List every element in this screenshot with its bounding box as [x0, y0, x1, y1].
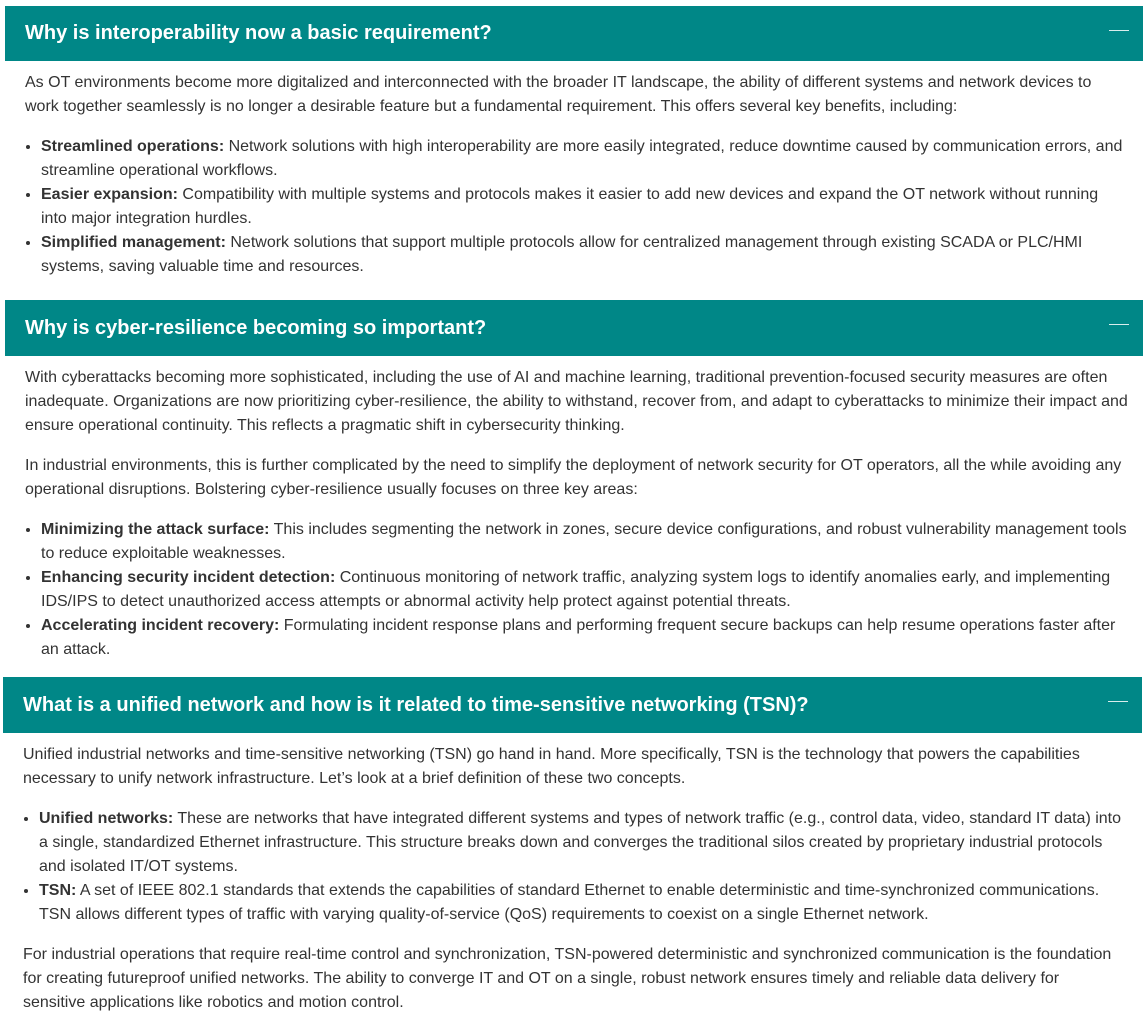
list-item: • Unified networks: These are networks that have integrated different systems and types of network traffic (e.g., control data, video, standard IT data) into a single, standardized Ethernet infrastructure. This structure breaks down and converges the traditional silos created by proprietary industrial protocols and isolated IT/OT systems.	[39, 807, 1121, 879]
paragraph: As OT environments become more digitalized and interconnected with the broader IT landscape, the ability of different systems and network devices to work together seamlessly is no longer a desirable feature but a fundamental requirement. This offers several key benefits, including:	[25, 74, 1092, 115]
minus-icon[interactable]	[1109, 324, 1129, 325]
accordion-panel-unified-network	[23, 743, 1121, 1015]
list-item: • Simplified management: Network solutions that support multiple protocols allow for centralized management through existing SCADA or PLC/HMI systems, saving valuable time and resources.	[41, 231, 1125, 279]
accordion-title: Why is cyber-resilience becoming so important?	[25, 316, 487, 339]
bullet-list	[25, 135, 1125, 279]
list-item: • Streamlined operations: Network solutions with high interoperability are more easily integrated, reduce downtime caused by communication errors, and streamline operational workflows.	[41, 135, 1125, 183]
paragraph: For industrial operations that require real-time control and synchronization, TSN-powered deterministic and synchronized communication is the foundation for creating futureproof unified networks. The ability to converge IT and OT on a single, robust network ensures timely and reliable data delivery for sensitive applications like robotics and motion control.	[23, 946, 1112, 1011]
accordion-title: What is a unified network and how is it related to time-sensitive networking (TSN)?	[23, 693, 809, 716]
minus-icon[interactable]	[1109, 30, 1129, 31]
paragraph: Unified industrial networks and time-sensitive networking (TSN) go hand in hand. More specifically, TSN is the technology that powers the capabilities necessary to unify network infrastructure. Let’s look at a brief definition of these two concepts.	[23, 746, 1080, 787]
accordion-header-cyber-resilience[interactable]	[5, 300, 1143, 356]
bullet-list	[25, 518, 1130, 662]
accordion-header-interoperability[interactable]	[5, 6, 1143, 61]
accordion-panel-interoperability	[25, 71, 1125, 279]
list-item: • Enhancing security incident detection: Continuous monitoring of network traffic, analyzing system logs to identify anomalies early, and implementing IDS/IPS to detect unauthorized access attempts or abnormal activity help protect against potential threats.	[41, 566, 1130, 614]
paragraph: With cyberattacks becoming more sophisticated, including the use of AI and machine learning, traditional prevention-focused security measures are often inadequate. Organizations are now prioritizing cyber-resilience, the ability to withstand, recover from, and adapt to cyberattacks to minimize their impact and ensure operational continuity. This reflects a pragmatic shift in cybersecurity thinking.	[25, 369, 1128, 434]
list-item: • Easier expansion: Compatibility with multiple systems and protocols makes it easier to add new devices and expand the OT network without running into major integration hurdles.	[41, 183, 1125, 231]
accordion-header-unified-network[interactable]	[3, 677, 1142, 733]
minus-icon[interactable]	[1108, 701, 1128, 702]
accordion-title: Why is interoperability now a basic requirement?	[25, 22, 492, 44]
accordion-panel-cyber-resilience	[25, 366, 1130, 662]
bullet-list	[23, 807, 1121, 927]
list-item: • Accelerating incident recovery: Formulating incident response plans and performing frequent secure backups can help resume operations faster after an attack.	[41, 614, 1130, 662]
list-item: • Minimizing the attack surface: This includes segmenting the network in zones, secure device configurations, and robust vulnerability management tools to reduce exploitable weaknesses.	[41, 518, 1130, 566]
list-item: • TSN: A set of IEEE 802.1 standards that extends the capabilities of standard Ethernet to enable deterministic and time-synchronized communications. TSN allows different types of traffic with varying quality-of-service (QoS) requirements to coexist on a single Ethernet network.	[39, 879, 1121, 927]
paragraph: In industrial environments, this is further complicated by the need to simplify the deployment of network security for OT operators, all the while avoiding any operational disruptions. Bolstering cyber-resilience usually focuses on three key areas:	[25, 457, 1122, 498]
